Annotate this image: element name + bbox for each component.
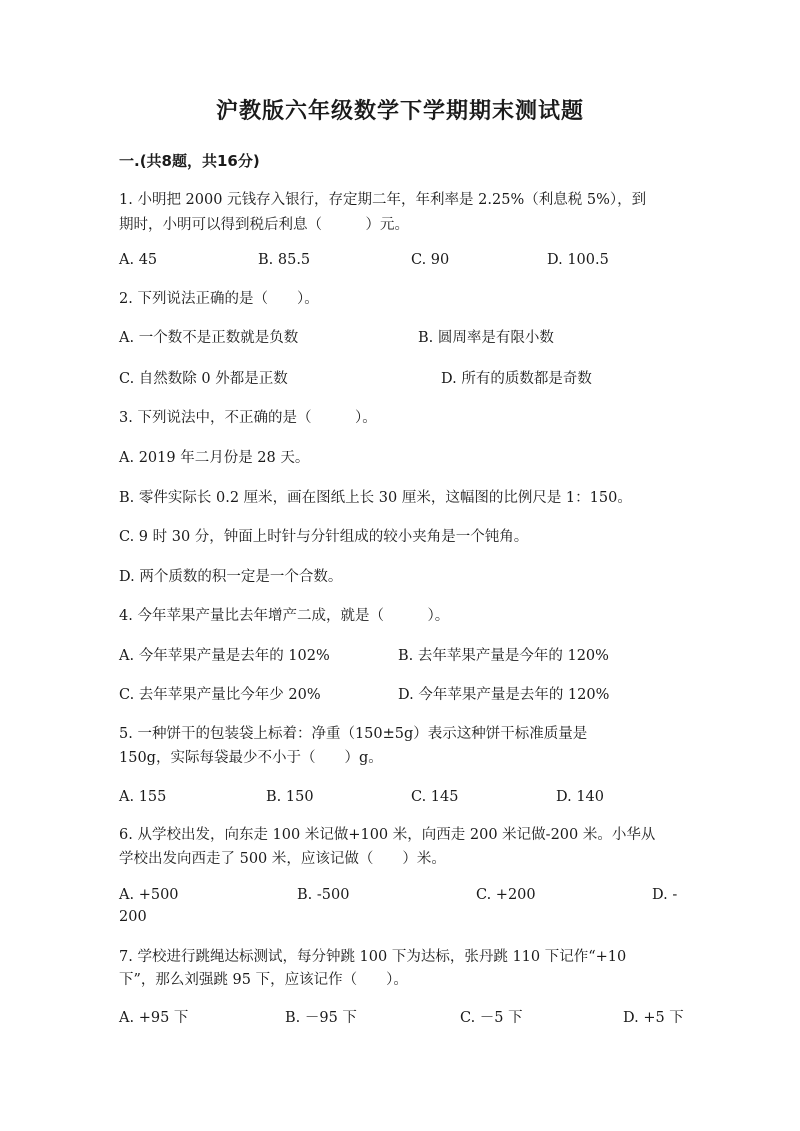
question-2-option-b: B. 圆周率是有限小数 [418,330,554,346]
question-3-line-1: 3. 下列说法中，不正确的是（ ）。 [119,410,377,426]
page-title: 沪教版六年级数学下学期期末测试题 [215,99,584,124]
question-6-option-b: B. -500 [297,887,350,903]
question-6-option-c: C. +200 [476,887,536,903]
question-3-option-d: D. 两个质数的积一定是一个合数。 [119,569,343,585]
question-6-line-2: 学校出发向西走了 500 米，应该记做（ ）米。 [119,851,446,867]
question-4-option-b: B. 去年苹果产量是今年的 120% [398,648,609,664]
question-1-option-d: D. 100.5 [547,252,609,268]
question-5-option-c: C. 145 [411,789,459,805]
question-1-line-2: 期时，小明可以得到税后利息（ ）元。 [119,217,409,233]
question-5-line-1: 5. 一种饼干的包装袋上标着：净重（150±5g）表示这种饼干标准质量是 [119,726,588,742]
question-6-line-1: 6. 从学校出发，向东走 100 米记做+100 米，向西走 200 米记做-200 米。小华从 [119,827,656,843]
question-6-option-d: D. - [652,887,678,903]
question-4-option-a: A. 今年苹果产量是去年的 102% [119,648,330,664]
question-4-line-1: 4. 今年苹果产量比去年增产二成，就是（ ）。 [119,608,450,624]
question-7-option-c: C. －5 下 [460,1010,523,1026]
question-1-line-1: 1. 小明把 2000 元钱存入银行，存定期二年，年利率是 2.25%（利息税 5%），到 [119,192,647,208]
question-1-option-b: B. 85.5 [258,252,311,268]
question-1-option-c: C. 90 [411,252,450,268]
question-7-option-b: B. －95 下 [285,1010,357,1026]
question-3-option-a: A. 2019 年二月份是 28 天。 [119,450,310,466]
question-5-option-d: D. 140 [556,789,605,805]
question-2-option-c: C. 自然数除 0 外都是正数 [119,371,288,387]
question-7-line-2: 下”，那么刘强跳 95 下，应该记作（ ）。 [119,972,408,988]
question-2-option-d: D. 所有的质数都是奇数 [441,371,592,387]
question-5-option-a: A. 155 [119,789,167,805]
question-4-option-d: D. 今年苹果产量是去年的 120% [398,687,610,703]
question-4-option-c: C. 去年苹果产量比今年少 20% [119,687,321,703]
question-3-option-b: B. 零件实际长 0.2 厘米，画在图纸上长 30 厘米，这幅图的比例尺是 1：150。 [119,490,632,506]
question-6-option-d-continued: 200 [119,909,147,925]
question-5-line-2: 150g，实际每袋最少不小于（ ）g。 [119,750,383,766]
section-heading: 一.(共8题，共16分) [119,152,260,170]
question-2-line-1: 2. 下列说法正确的是（ ）。 [119,291,319,307]
question-7-option-d: D. +5 下 [623,1010,684,1026]
question-7-option-a: A. +95 下 [119,1010,189,1026]
question-1-option-a: A. 45 [119,252,158,268]
question-3-option-c: C. 9 时 30 分，钟面上时针与分针组成的较小夹角是一个钝角。 [119,529,529,545]
question-5-option-b: B. 150 [266,789,314,805]
question-2-option-a: A. 一个数不是正数就是负数 [119,330,299,346]
question-7-line-1: 7. 学校进行跳绳达标测试，每分钟跳 100 下为达标，张丹跳 110 下记作“+10 [119,949,627,965]
question-6-option-a: A. +500 [119,887,179,903]
